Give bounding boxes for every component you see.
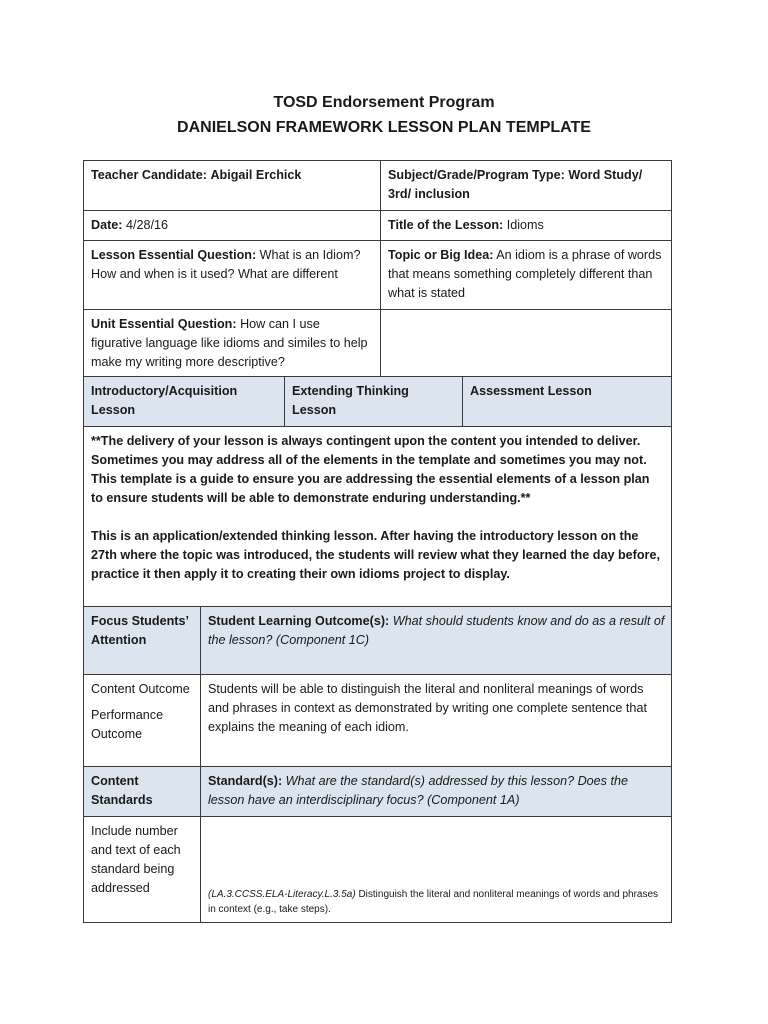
- lesson-type-assessment-label: Assessment Lesson: [470, 384, 592, 398]
- standards-label: Standard(s):: [208, 774, 283, 788]
- standard-text: Distinguish the literal and nonliteral meanings of words and phrases in context (e.g., take steps).: [208, 889, 659, 915]
- learning-outcome-cell: [200, 606, 672, 675]
- learning-outcome-prompt: What should students know and do as a result of the lesson? (Component 1C): [208, 614, 665, 647]
- essential-question-cell: [83, 240, 381, 310]
- content-standards-label: Content Standards: [91, 774, 153, 807]
- standard-code: (LA.3.CCSS.ELA-Literacy.L.3.5a): [208, 889, 356, 900]
- lesson-title-label: Title of the Lesson:: [388, 218, 504, 232]
- date-cell: [83, 210, 381, 241]
- date-label: Date:: [91, 218, 123, 232]
- subject-value: Word Study/ 3rd/ inclusion: [388, 168, 643, 201]
- focus-cell: [83, 606, 201, 675]
- lesson-type-extending: [284, 376, 463, 427]
- lesson-title-value: Idioms: [506, 218, 544, 232]
- empty-cell: [380, 309, 672, 377]
- template-title: DANIELSON FRAMEWORK LESSON PLAN TEMPLATE: [177, 119, 591, 136]
- learning-outcome-label: Student Learning Outcome(s):: [208, 614, 390, 628]
- essential-question-value: What is an Idiom? How and when is it used? What are different: [91, 248, 361, 281]
- essential-question-label: Lesson Essential Question:: [91, 248, 257, 262]
- standards-instruction-cell: [83, 816, 201, 923]
- standards-prompt: What are the standard(s) addressed by this lesson? Does the lesson have an interdisciplinary focus? (Component 1A): [208, 774, 628, 807]
- lesson-type-assessment: [462, 376, 672, 427]
- application-note: This is an application/extended thinking lesson. After having the introductory lesson on the 27th where the topic was introduced, the students will review what they learned the day before, practice it then apply it to creating their own idioms project to display.: [91, 529, 660, 581]
- unit-question-label: Unit Essential Question:: [91, 317, 237, 331]
- topic-cell: [380, 240, 672, 310]
- teacher-candidate-label: Teacher Candidate:: [91, 168, 207, 182]
- outcome-text-cell: [200, 674, 672, 767]
- lesson-type-intro-label: Introductory/Acquisition Lesson: [91, 384, 238, 417]
- teacher-candidate-value: Abigail Erchick: [210, 168, 302, 182]
- lesson-type-intro: [83, 376, 285, 427]
- date-value: 4/28/16: [126, 218, 169, 232]
- subject-label: Subject/Grade/Program Type:: [388, 168, 565, 182]
- delivery-note-cell: [83, 426, 672, 607]
- topic-value: An idiom is a phrase of words that means something completely different than what is stated: [388, 248, 662, 300]
- unit-question-cell: [83, 309, 381, 377]
- standards-detail-cell: [200, 816, 672, 923]
- lesson-title-cell: [380, 210, 672, 241]
- delivery-note: **The delivery of your lesson is always contingent upon the content you intended to deliver. Sometimes you may address all of the elements in the template and sometimes you may not. This template is a guide to ensure you are addressing the essential elements of a lesson plan to ensure students will be able to demonstrate enduring understanding.**: [91, 434, 650, 505]
- outcome-text: Students will be able to distinguish the literal and nonliteral meanings of words and phrases in context as demonstrated by writing one complete sentence that explains the meaning of each idiom.: [208, 682, 647, 734]
- standards-detail-text: [208, 887, 665, 917]
- standards-prompt-cell: [200, 766, 672, 817]
- outcome-types-cell: [83, 674, 201, 767]
- focus-label: Focus Students’ Attention: [91, 614, 189, 647]
- lesson-type-extending-label: Extending Thinking Lesson: [292, 384, 409, 417]
- teacher-candidate-cell: [83, 160, 381, 211]
- content-outcome-label: Content Outcome: [91, 682, 190, 696]
- performance-outcome-label: Performance Outcome: [91, 708, 164, 741]
- subject-cell: [380, 160, 672, 211]
- content-standards-cell: [83, 766, 201, 817]
- topic-label: Topic or Big Idea:: [388, 248, 494, 262]
- standards-instruction: Include number and text of each standard being addressed: [91, 824, 181, 895]
- unit-question-value: How can I use figurative language like idioms and similes to help make my writing more descriptive?: [91, 317, 368, 369]
- program-title: TOSD Endorsement Program: [273, 94, 495, 111]
